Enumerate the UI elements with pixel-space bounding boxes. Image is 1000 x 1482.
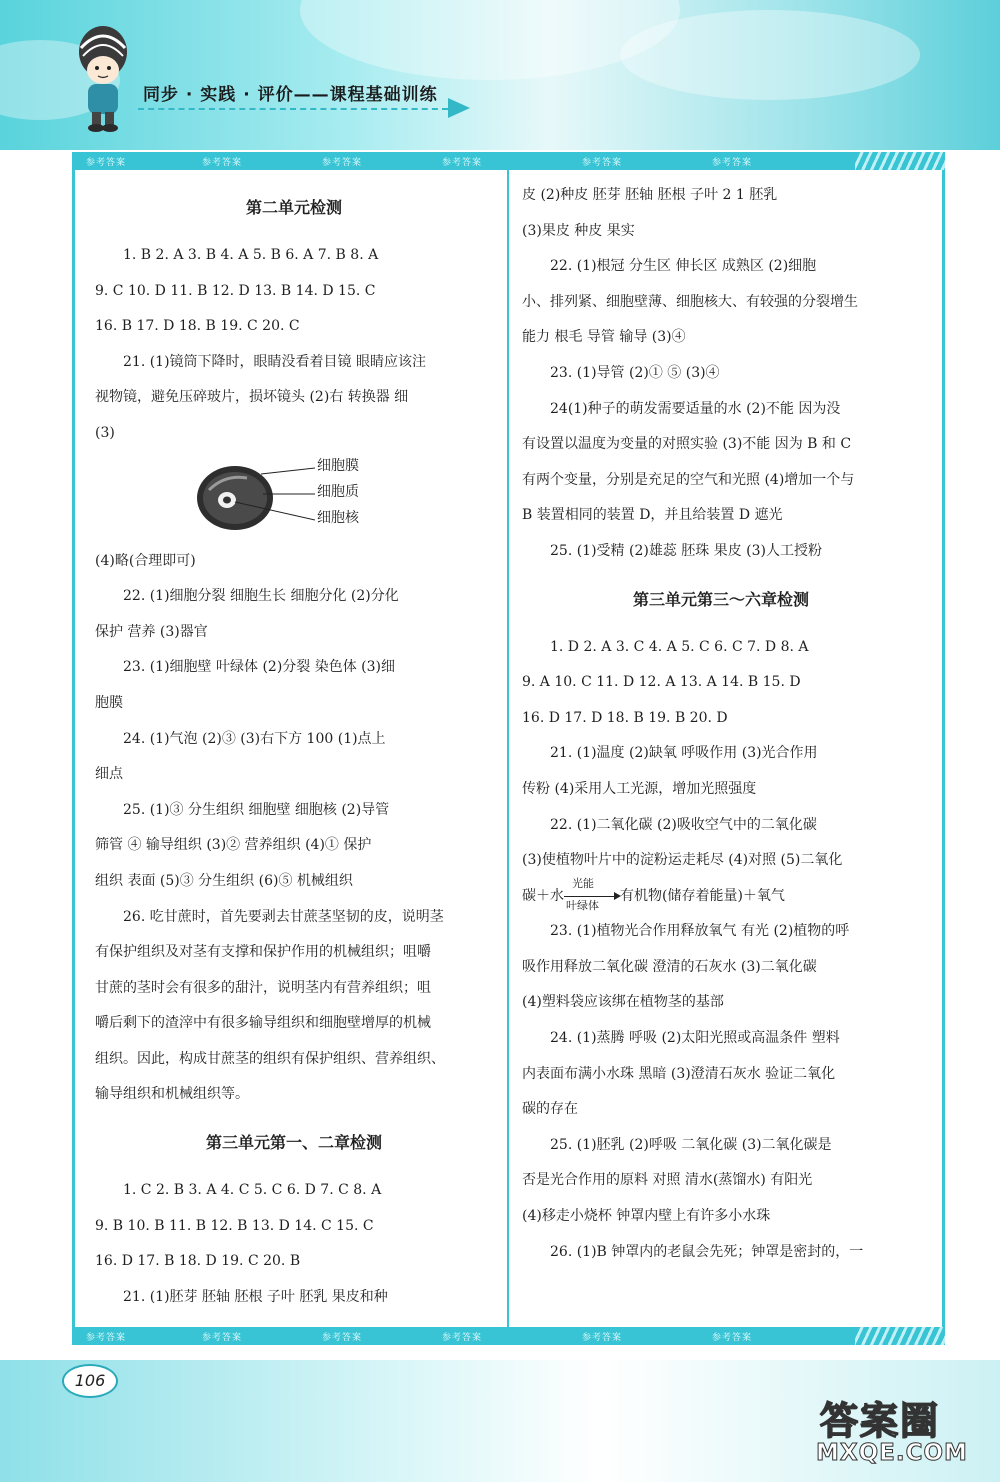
answer-line: 输导组织和机械组织等。 [95, 1086, 249, 1103]
answer-line: 23. (1)导管 (2)① ⑤ (3)④ [550, 364, 720, 381]
answer-line: 嚼后剩下的渣滓中有很多输导组织和细胞壁增厚的机械 [95, 1015, 431, 1032]
answer-line: 有保护组织及对茎有支撑和保护作用的机械组织；咀嚼 [95, 944, 431, 961]
right-column [522, 178, 920, 1270]
frame-right-border [942, 170, 945, 1327]
answer-line: 否是光合作用的原料 对照 清水(蒸馏水) 有阳光 [522, 1172, 813, 1189]
answer-line: 有两个变量，分别是充足的空气和光照 (4)增加一个与 [522, 471, 855, 488]
answer-line: 9. A 10. C 11. D 12. A 13. A 14. B 15. D [522, 674, 801, 691]
frame-tag: 参考答案 [86, 158, 127, 168]
section-heading: 第三单元第一、二章检测 [205, 1133, 382, 1153]
frame-tag: 参考答案 [202, 1333, 243, 1343]
answer-line: 胞膜 [95, 694, 123, 711]
arrow-line [564, 896, 616, 897]
column-divider [507, 170, 509, 1327]
site-logo [812, 1390, 982, 1470]
answer-line: 1. B 2. A 3. B 4. A 5. B 6. A 7. B 8. A [123, 247, 379, 263]
frame-stripes [855, 1327, 945, 1345]
answer-line: 皮 (2)种皮 胚芽 胚轴 胚根 子叶 2 1 胚乳 [522, 187, 778, 203]
answer-line: 组织 表面 (5)③ 分生组织 (6)⑤ 机械组织 [95, 872, 353, 889]
frame-tag: 参考答案 [582, 1333, 623, 1343]
answer-line: 能力 根毛 导管 输导 (3)④ [522, 329, 686, 346]
answer-line: 22. (1)根冠 分生区 伸长区 成熟区 (2)细胞 [550, 258, 817, 275]
section-heading: 第三单元第三～六章检测 [632, 589, 809, 609]
answer-line: 24(1)种子的萌发需要适量的水 (2)不能 因为没 [550, 400, 841, 417]
frame-tag: 参考答案 [322, 158, 363, 168]
left-column [95, 178, 493, 1315]
logo-wordmark: 答案圈 [820, 1399, 941, 1443]
frame-tag: 参考答案 [442, 1333, 483, 1343]
photosynthesis-formula [522, 876, 920, 915]
formula-products: 有机物(储存着能量)＋氧气 [620, 887, 785, 904]
cell-drawing [195, 456, 315, 540]
answer-line: 24. (1)气泡 (2)③ (3)右下方 100 (1)点上 [123, 730, 386, 747]
answer-line: 23. (1)植物光合作用释放氧气 有光 (2)植物的呼 [550, 923, 850, 940]
frame-left-border [72, 170, 75, 1327]
answer-line: 21. (1)胚芽 胚轴 胚根 子叶 胚乳 果皮和种 [123, 1288, 388, 1305]
answer-line: 16. D 17. D 18. B 19. B 20. D [522, 709, 728, 726]
answer-line: 21. (1)温度 (2)缺氧 呼吸作用 (3)光合作用 [550, 745, 818, 762]
logo-domain: MXQE.COM [816, 1440, 968, 1466]
answer-line: 筛管 ④ 输导组织 (3)② 营养组织 (4)① 保护 [95, 837, 372, 854]
figure-label: 细胞膜 [317, 457, 359, 474]
answer-line: 1. C 2. B 3. A 4. C 5. C 6. D 7. C 8. A [123, 1182, 382, 1199]
cell-diagram [95, 452, 493, 544]
formula-site: 叶绿体 [566, 898, 599, 912]
section-heading: 第二单元检测 [245, 198, 342, 217]
header-title: 同步 · 实践 · 评价——课程基础训练 [143, 85, 438, 105]
page-number: 106 [62, 1364, 118, 1398]
answer-line: 16. B 17. D 18. B 19. C 20. C [95, 318, 300, 335]
answer-line: 甘蔗的茎时会有很多的甜汁，说明茎内有营养组织；咀 [95, 979, 431, 996]
answer-line: (3)使植物叶片中的淀粉运走耗尽 (4)对照 (5)二氧化 [522, 852, 843, 869]
frame-tag: 参考答案 [712, 158, 753, 168]
answer-line: 1. D 2. A 3. C 4. A 5. C 6. C 7. D 8. A [550, 638, 809, 655]
answer-line: 23. (1)细胞壁 叶绿体 (2)分裂 染色体 (3)细 [123, 659, 396, 676]
answer-line: (4)移走小烧杯 钟罩内壁上有许多小水珠 [522, 1208, 771, 1225]
answer-line: 小、排列紧、细胞壁薄、细胞核大、有较强的分裂增生 [522, 293, 858, 310]
arrow-icon [448, 98, 470, 118]
reaction-arrow [564, 876, 620, 914]
frame-tag: 参考答案 [86, 1333, 127, 1343]
answer-line: (4)塑料袋应该绑在植物茎的基部 [522, 994, 724, 1011]
answer-line: 碳的存在 [522, 1101, 578, 1118]
answer-line: 吸作用释放二氧化碳 澄清的石灰水 (3)二氧化碳 [522, 958, 817, 975]
answer-line: 组织。因此，构成甘蔗茎的组织有保护组织、营养组织、 [95, 1050, 445, 1067]
frame-top-bar [72, 152, 945, 170]
answer-line: 26. (1)B 钟罩内的老鼠会先死；钟罩是密封的，一 [550, 1243, 864, 1260]
frame-tag: 参考答案 [712, 1333, 753, 1343]
figure-label: 细胞质 [317, 483, 359, 500]
answer-line: 9. B 10. B 11. B 12. B 13. D 14. C 15. C [95, 1217, 374, 1234]
answer-line: 有设置以温度为变量的对照实验 (3)不能 因为 B 和 C [522, 436, 852, 453]
answer-line: 26. 吃甘蔗时，首先要剥去甘蔗茎坚韧的皮，说明茎 [123, 908, 444, 925]
answer-line: 16. D 17. B 18. D 19. C 20. B [95, 1253, 301, 1270]
header-banner [0, 0, 1000, 150]
answer-line: 9. C 10. D 11. B 12. D 13. B 14. D 15. C [95, 282, 376, 299]
answer-line: B 装置相同的装置 D，并且给装置 D 遮光 [522, 507, 783, 524]
formula-condition: 光能 [572, 876, 594, 890]
answer-line: 21. (1)镜筒下降时，眼睛没看着目镜 眼睛应该注 [123, 353, 426, 370]
answer-line: 22. (1)细胞分裂 细胞生长 细胞分化 (2)分化 [123, 588, 399, 605]
answer-line: 内表面布满小水珠 黑暗 (3)澄清石灰水 验证二氧化 [522, 1065, 836, 1082]
formula-reactants: 碳＋水 [522, 887, 564, 904]
answer-line: (4)略(合理即可) [95, 552, 196, 569]
frame-tag: 参考答案 [322, 1333, 363, 1343]
figure-label: 细胞核 [317, 509, 359, 526]
arrow-head-icon [614, 892, 621, 900]
answer-line: 传粉 (4)采用人工光源，增加光照强度 [522, 780, 757, 797]
answer-line: 22. (1)二氧化碳 (2)吸收空气中的二氧化碳 [550, 816, 817, 833]
answer-line: 视物镜，避免压碎玻片，损坏镜头 (2)右 转换器 细 [95, 389, 409, 406]
answer-line: (3)果皮 种皮 果实 [522, 222, 635, 239]
answer-line: 25. (1)③ 分生组织 细胞壁 细胞核 (2)导管 [123, 801, 390, 818]
answer-line: 24. (1)蒸腾 呼吸 (2)太阳光照或高温条件 塑料 [550, 1030, 840, 1047]
frame-stripes [855, 152, 945, 170]
answer-line: (3) [95, 424, 115, 441]
answer-line: 25. (1)胚乳 (2)呼吸 二氧化碳 (3)二氧化碳是 [550, 1136, 832, 1153]
answer-line: 保护 营养 (3)器官 [95, 623, 208, 640]
frame-tag: 参考答案 [442, 158, 483, 168]
frame-tag: 参考答案 [202, 158, 243, 168]
mascot-icon [72, 22, 134, 134]
answer-line: 25. (1)受精 (2)雄蕊 胚珠 果皮 (3)人工授粉 [550, 542, 823, 559]
header-divider [138, 108, 448, 110]
frame-bottom-bar [72, 1327, 945, 1345]
frame-tag: 参考答案 [582, 158, 623, 168]
answer-line: 细点 [95, 766, 123, 783]
